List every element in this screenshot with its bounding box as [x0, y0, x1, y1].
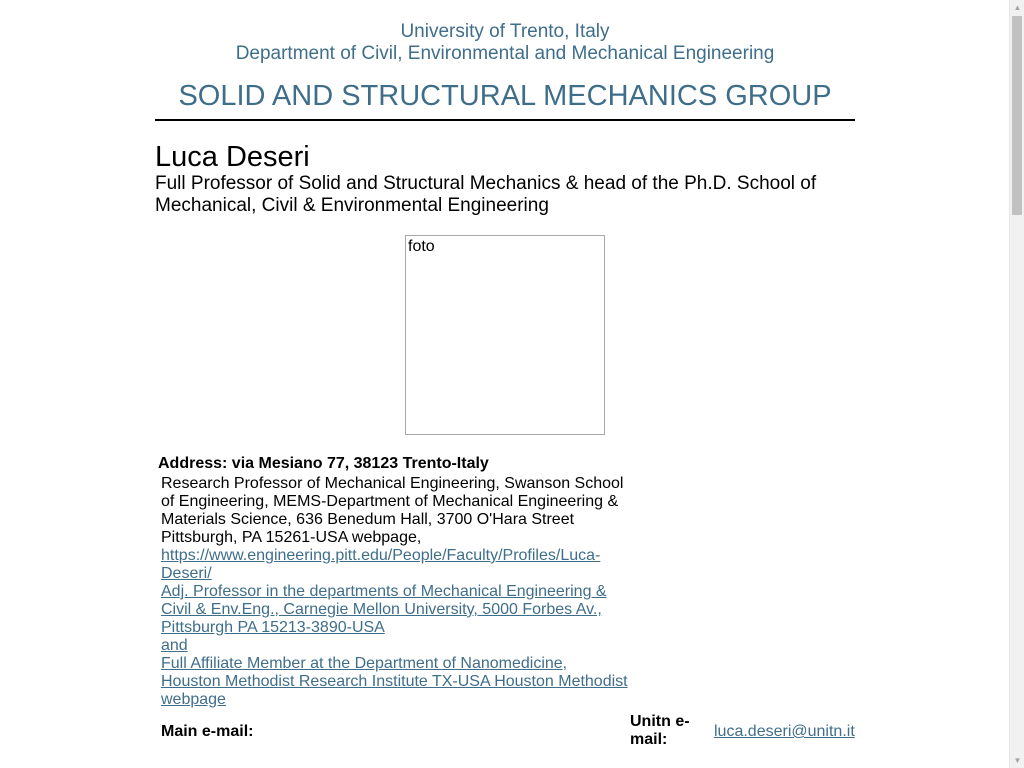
unitn-email-link[interactable]: luca.deseri@unitn.it	[714, 723, 855, 740]
address: Address: via Mesiano 77, 38123 Trento-Italy	[158, 455, 489, 472]
scrollbar-thumb[interactable]	[1012, 16, 1022, 215]
nanomedicine-link[interactable]: Full Affiliate Member at the Department of Nanomedicine,	[161, 655, 568, 672]
vertical-scrollbar[interactable]	[1009, 0, 1024, 768]
cmu-affiliation-link[interactable]: Adj. Professor in the departments of Mechanical Engineering & Civil & Env.Eng., Carnegie Mellon University, 5000 Forbes Av., Pittsburgh PA 15213-3890-USA	[161, 583, 607, 636]
scroll-down-icon[interactable]: ▼	[1013, 756, 1022, 765]
department-name: Department of Civil, Environmental and Mechanical Engineering	[235, 43, 775, 64]
houston-methodist-link[interactable]: Houston Methodist Research Institute TX-USA Houston Methodist webpage	[161, 673, 628, 708]
and-link[interactable]: and	[161, 637, 188, 654]
university-name: University of Trento, Italy	[400, 21, 610, 42]
person-role: Full Professor of Solid and Structural Mechanics & head of the Ph.D. School of Mechanical, Civil & Environmental Engineering	[155, 173, 817, 216]
scroll-up-icon[interactable]: ▲	[1013, 3, 1022, 12]
main-email-label: Main e-mail:	[161, 723, 254, 740]
unitn-email-label: Unitn e-mail:	[630, 713, 690, 748]
group-title: SOLID AND STRUCTURAL MECHANICS GROUP	[178, 80, 832, 112]
photo-alt-text	[408, 237, 435, 256]
affiliations	[161, 475, 631, 709]
pitt-profile-link[interactable]: https://www.engineering.pitt.edu/People/Faculty/Profiles/Luca-Deseri/	[161, 547, 601, 582]
photo-alt-label: foto	[408, 238, 435, 255]
pitt-affiliation-text: Research Professor of Mechanical Engineering, Swanson School of Engineering, MEMS-Department of Mechanical Engineering & Materials Science, 636 Benedum Hall, 3700 O'Hara Street Pittsburgh, PA 15261-USA webpage,	[161, 475, 624, 546]
person-photo	[405, 235, 605, 435]
person-name: Luca Deseri	[155, 141, 310, 173]
header-divider	[155, 119, 855, 121]
